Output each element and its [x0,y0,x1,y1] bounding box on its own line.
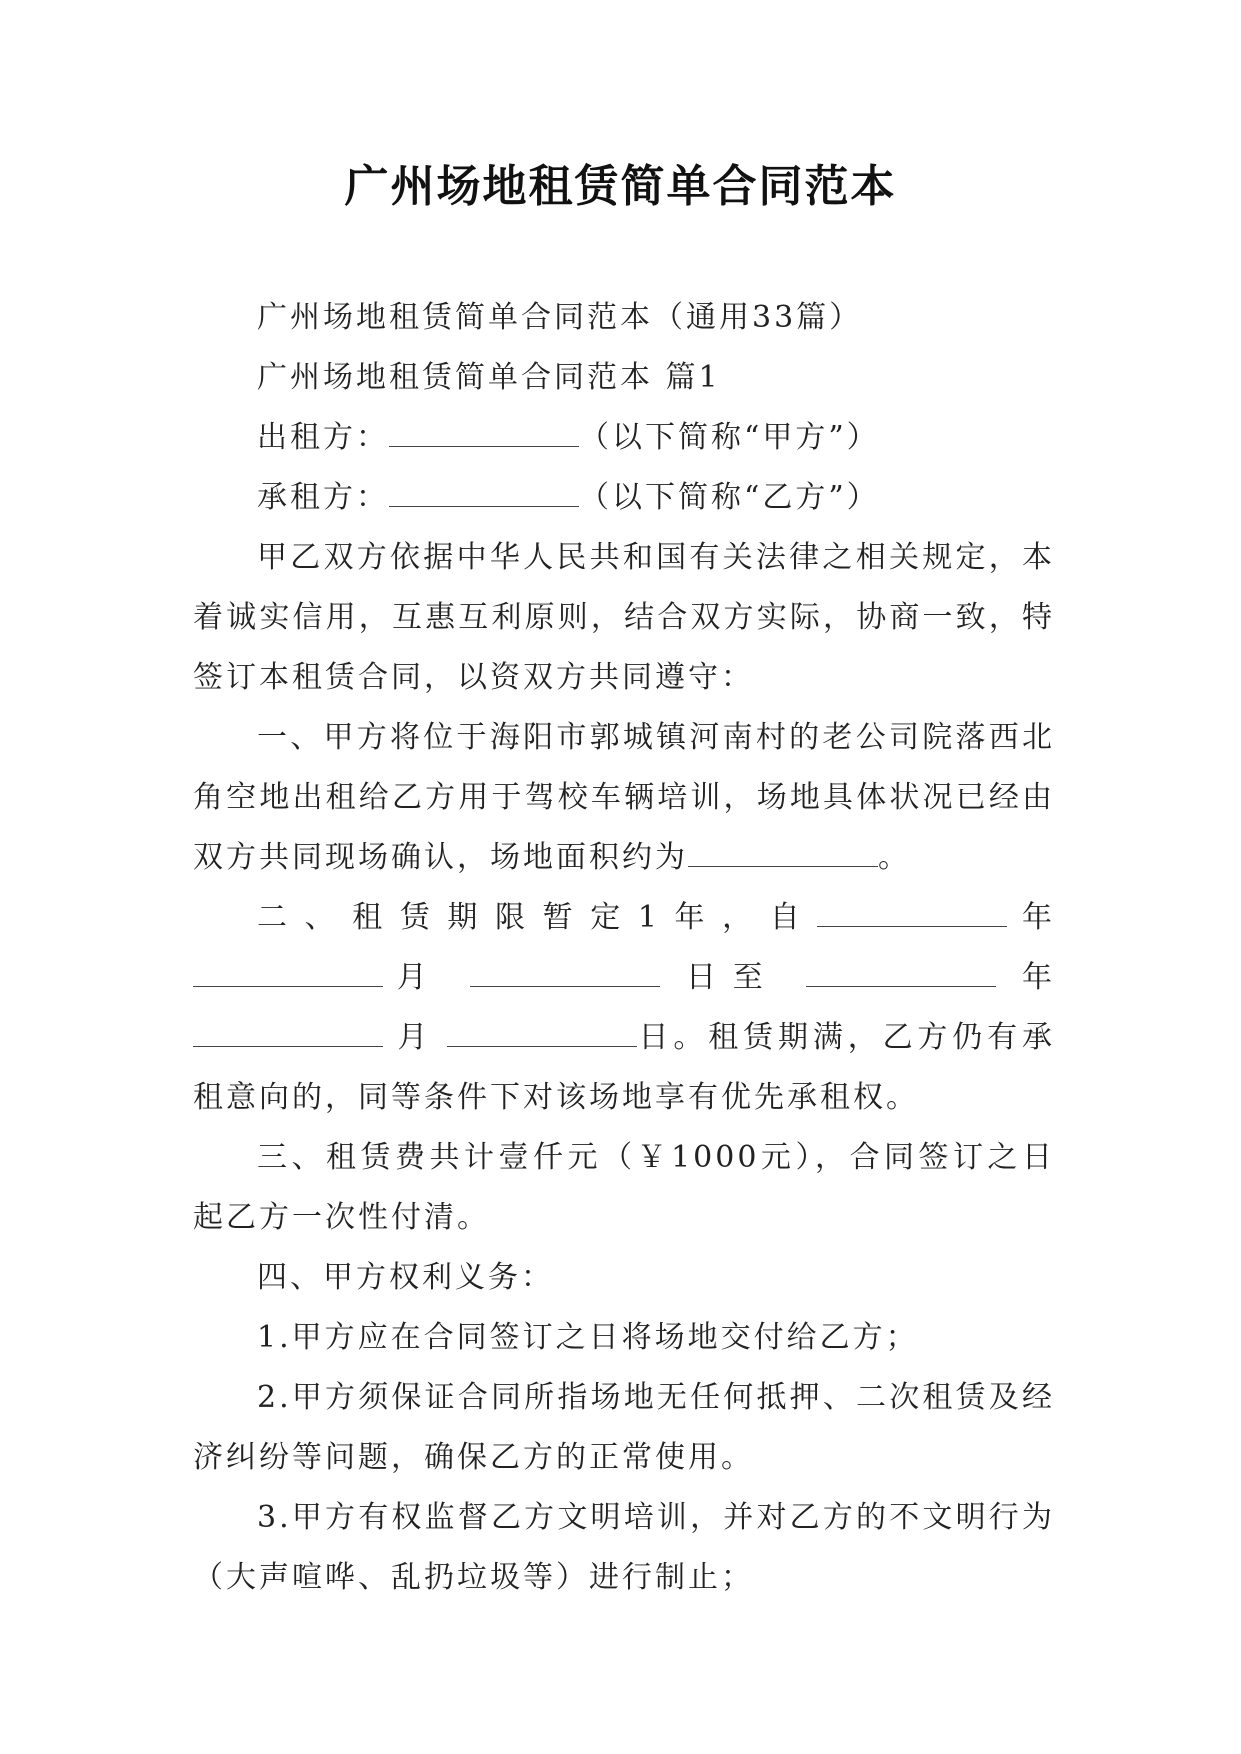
start-year-label: 年 [1007,900,1055,935]
section-heading-text: 广州场地租赁简单合同范本 篇1 [257,360,721,395]
clause-1 [193,708,1055,888]
clause-3 [193,1128,1055,1248]
clause-2-text: 二、租赁期限暂定1年，自 [257,900,818,935]
lessee-label: 承租方： [257,480,389,515]
clause-4-heading [193,1248,1055,1308]
preamble-paragraph [193,528,1055,708]
end-month-label: 月 [397,1020,433,1055]
lessor-note: （以下简称“甲方”） [579,420,880,455]
start-month-label: 月 [383,960,444,995]
start-day-blank [470,948,660,987]
section-heading [193,348,1055,408]
end-month-blank [193,1008,383,1047]
end-day-blank [447,1008,637,1047]
clause-4-item-1-text: 1.甲方应在合同签订之日将场地交付给乙方； [257,1320,919,1355]
clause-4-item-2-text: 2.甲方须保证合同所指场地无任何抵押、二次租赁及经济纠纷等问题，确保乙方的正常使用。 [193,1380,1055,1475]
start-month-blank [193,948,383,987]
clause-2 [193,888,1055,1128]
clause-4-item-3-text: 3.甲方有权监督乙方文明培训，并对乙方的不文明行为（大声喧哗、乱扔垃圾等）进行制止； [193,1500,1055,1595]
start-year-blank [817,888,1007,927]
lessor-blank [389,408,579,447]
preamble-text: 甲乙双方依据中华人民共和国有关法律之相关规定，本着诚实信用，互惠互利原则，结合双方实际，协商一致，特签订本租赁合同，以资双方共同遵守： [193,540,1055,695]
lessee-note: （以下简称“乙方”） [579,480,880,515]
lessee-blank [389,468,579,507]
area-blank [688,828,878,867]
clause-4-item-1 [193,1308,1055,1368]
document-body [193,288,1055,1608]
end-year-blank [806,948,996,987]
clause-4-item-2 [193,1368,1055,1488]
lessor-label: 出租方： [257,420,389,455]
start-day-label: 日至 [685,960,780,995]
clause-4-heading-text: 四、甲方权利义务： [257,1260,554,1295]
lessor-line [193,408,1055,468]
document-title: 广州场地租赁简单合同范本 [344,161,897,212]
clause-3-text: 三、租赁费共计壹仟元（￥1000元），合同签订之日起乙方一次性付清。 [193,1140,1055,1235]
end-year-label: 年 [1021,960,1055,995]
clause-2-end: 日。租赁期满，乙方仍有承租意向的，同等条件下对该场地享有优先承租权。 [193,1020,1056,1115]
lessee-line [193,468,1055,528]
clause-1-text: 一、甲方将位于海阳市郭城镇河南村的老公司院落西北角空地出租给乙方用于驾校车辆培训，场地具体状况已经由双方共同现场确认，场地面积约为 [193,720,1055,875]
clause-4-item-3 [193,1488,1055,1608]
clause-1-end: 。 [878,840,911,875]
subtitle-line [193,288,1055,348]
subtitle-text: 广州场地租赁简单合同范本（通用33篇） [257,300,863,335]
